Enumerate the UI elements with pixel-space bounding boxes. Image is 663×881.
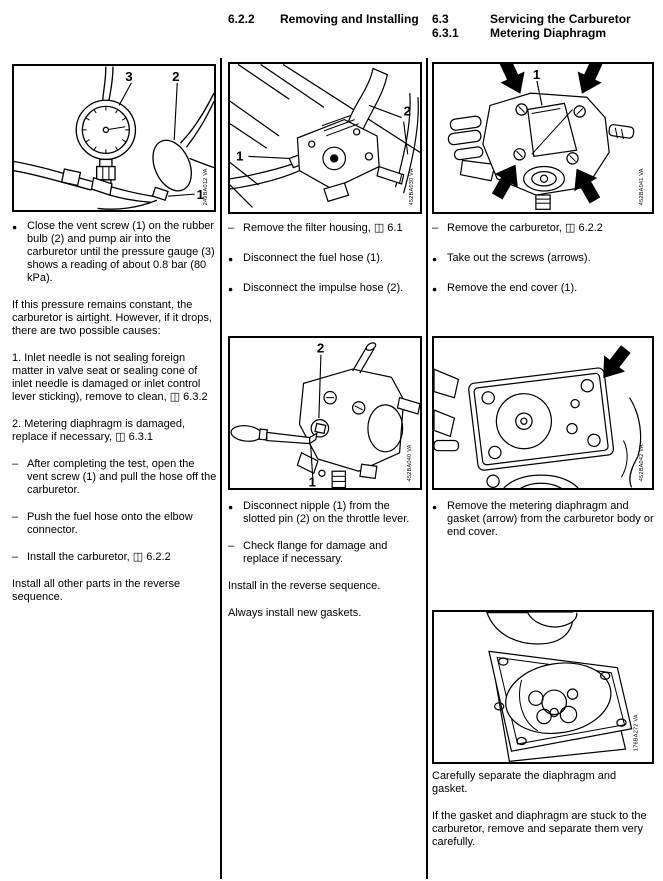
- dash-marker: –: [12, 551, 19, 563]
- paragraph-text: Remove the metering diaphragm and gasket (arrow) from the carburetor body or end cover.: [447, 500, 654, 538]
- carburetor-hoses-illustration: [230, 64, 420, 212]
- instruction-paragraph: [228, 500, 424, 526]
- instruction-paragraph: [228, 222, 424, 235]
- callout-2: 2: [316, 340, 325, 356]
- bullet-marker: ●: [432, 254, 438, 264]
- callout-1: 1: [236, 148, 244, 164]
- instruction-paragraph: [228, 252, 424, 265]
- callout-3: 3: [125, 68, 133, 84]
- instruction-paragraph: [432, 222, 654, 235]
- paragraph-text: Push the fuel hose onto the elbow connector.: [27, 511, 193, 536]
- paragraph-text: Remove the end cover (1).: [447, 282, 578, 294]
- throttle-nipple-illustration: [230, 338, 420, 488]
- paragraph-text: Install in the reverse sequence.: [228, 580, 381, 592]
- instruction-paragraph: [12, 220, 218, 285]
- dash-marker: –: [432, 222, 439, 234]
- paragraph-text: 1. Inlet needle is not sealing foreign matter in valve seat or sealing cone of inlet needle is damaged or inlet control lever sticking), remove to clean, ◫ 6.3.2: [12, 352, 208, 403]
- instruction-paragraph: [228, 607, 424, 620]
- bullet-marker: ●: [432, 284, 438, 294]
- gasket-separate-illustration: [434, 612, 652, 762]
- figure-gasket-separate: [432, 610, 654, 764]
- instruction-paragraph: [228, 540, 424, 566]
- figure-carburetor-screws: [432, 62, 654, 214]
- instruction-paragraph: [432, 810, 654, 849]
- section-number: 6.3.1: [432, 26, 459, 40]
- paragraph-text: If the gasket and diaphragm are stuck to the carburetor, remove and separate them very carefully.: [432, 810, 647, 848]
- column-divider: [426, 58, 428, 879]
- paragraph-text: Install all other parts in the reverse sequence.: [12, 578, 181, 603]
- dash-marker: –: [12, 511, 19, 523]
- dash-marker: –: [12, 458, 19, 470]
- paragraph-text: Always install new gaskets.: [228, 607, 362, 619]
- paragraph-text: 2. Metering diaphragm is damaged, replace if necessary, ◫ 6.3.1: [12, 418, 186, 443]
- paragraph-text: Install the carburetor, ◫ 6.2.2: [27, 551, 171, 563]
- instruction-paragraph: [228, 282, 424, 295]
- right-column-text-2: [432, 500, 654, 553]
- instruction-paragraph: [432, 282, 654, 295]
- section-title: Metering Diaphragm: [490, 26, 607, 40]
- paragraph-text: Carefully separate the diaphragm and gasket.: [432, 770, 617, 795]
- section-title: Servicing the Carburetor: [490, 12, 631, 26]
- instruction-paragraph: [432, 770, 654, 796]
- figure-code: 452BA041 VA: [638, 168, 645, 206]
- paragraph-text: If this pressure remains constant, the carburetor is airtight. However, if it drops, there are two possible causes:: [12, 299, 212, 337]
- figure-code: 452BA030 VA: [408, 168, 415, 206]
- paragraph-text: Close the vent screw (1) on the rubber bulb (2) and pump air into the carburetor until the pressure gauge (3) shows a reading of about 0.8 bar (80 kPa).: [27, 220, 215, 284]
- paragraph-text: Remove the filter housing, ◫ 6.1: [243, 222, 403, 234]
- section-number: 6.2.2: [228, 12, 255, 26]
- paragraph-text: Remove the carburetor, ◫ 6.2.2: [447, 222, 603, 234]
- column-divider: [220, 58, 222, 879]
- section-header-631: [432, 26, 606, 40]
- instruction-paragraph: [12, 578, 218, 604]
- paragraph-text: Disconnect the fuel hose (1).: [243, 252, 384, 264]
- callout-1: 1: [532, 66, 541, 82]
- left-column-text: [12, 220, 218, 618]
- instruction-paragraph: [12, 418, 218, 444]
- figure-code: 176BA272 VA: [633, 714, 640, 752]
- instruction-paragraph: [12, 352, 218, 404]
- paragraph-text: After completing the test, open the vent screw (1) and pull the hose off the carburetor.: [27, 458, 217, 496]
- middle-column-text-1: [228, 222, 424, 309]
- paragraph-text: Check flange for damage and replace if necessary.: [243, 540, 388, 565]
- bullet-marker: ●: [228, 284, 234, 294]
- paragraph-text: Disconnect the impulse hose (2).: [243, 282, 404, 294]
- right-column-text-3: [432, 770, 654, 863]
- section-title: Removing and Installing: [280, 12, 419, 26]
- instruction-paragraph: [12, 299, 218, 338]
- bullet-marker: ●: [432, 502, 438, 512]
- bullet-marker: ●: [228, 254, 234, 264]
- diaphragm-cover-illustration: [434, 338, 652, 488]
- dash-marker: –: [228, 222, 235, 234]
- right-column-text-1: [432, 222, 654, 309]
- paragraph-text: Take out the screws (arrows).: [447, 252, 591, 264]
- carburetor-screws-illustration: [434, 64, 652, 212]
- figure-code: 452BA040 VA: [406, 444, 413, 482]
- callout-2: 2: [172, 68, 180, 84]
- pressure-gauge-illustration: [14, 66, 214, 210]
- callout-2: 2: [403, 103, 412, 119]
- bullet-marker: ●: [12, 222, 18, 232]
- middle-column-text-2: [228, 500, 424, 634]
- instruction-paragraph: [12, 458, 218, 497]
- bullet-marker: ●: [228, 502, 234, 512]
- figure-diaphragm-cover: [432, 336, 654, 490]
- figure-throttle-nipple: [228, 336, 422, 490]
- section-number: 6.3: [432, 12, 449, 26]
- callout-1: 1: [308, 474, 317, 488]
- figure-code: 249BA012 VA: [202, 168, 209, 206]
- instruction-paragraph: [12, 551, 218, 564]
- figure-carburetor-hoses: [228, 62, 422, 214]
- paragraph-text: Disconnect nipple (1) from the slotted pin (2) on the throttle lever.: [243, 500, 410, 525]
- instruction-paragraph: [228, 580, 424, 593]
- dash-marker: –: [228, 540, 235, 552]
- callout-1: 1: [196, 187, 205, 203]
- section-header-63: [432, 12, 631, 26]
- figure-code: 452BA042 VA: [638, 444, 645, 482]
- section-header-622: [228, 12, 419, 26]
- figure-pressure-test: [12, 64, 216, 212]
- instruction-paragraph: [432, 252, 654, 265]
- instruction-paragraph: [12, 511, 218, 537]
- instruction-paragraph: [432, 500, 654, 539]
- arrow-icon: [570, 64, 610, 99]
